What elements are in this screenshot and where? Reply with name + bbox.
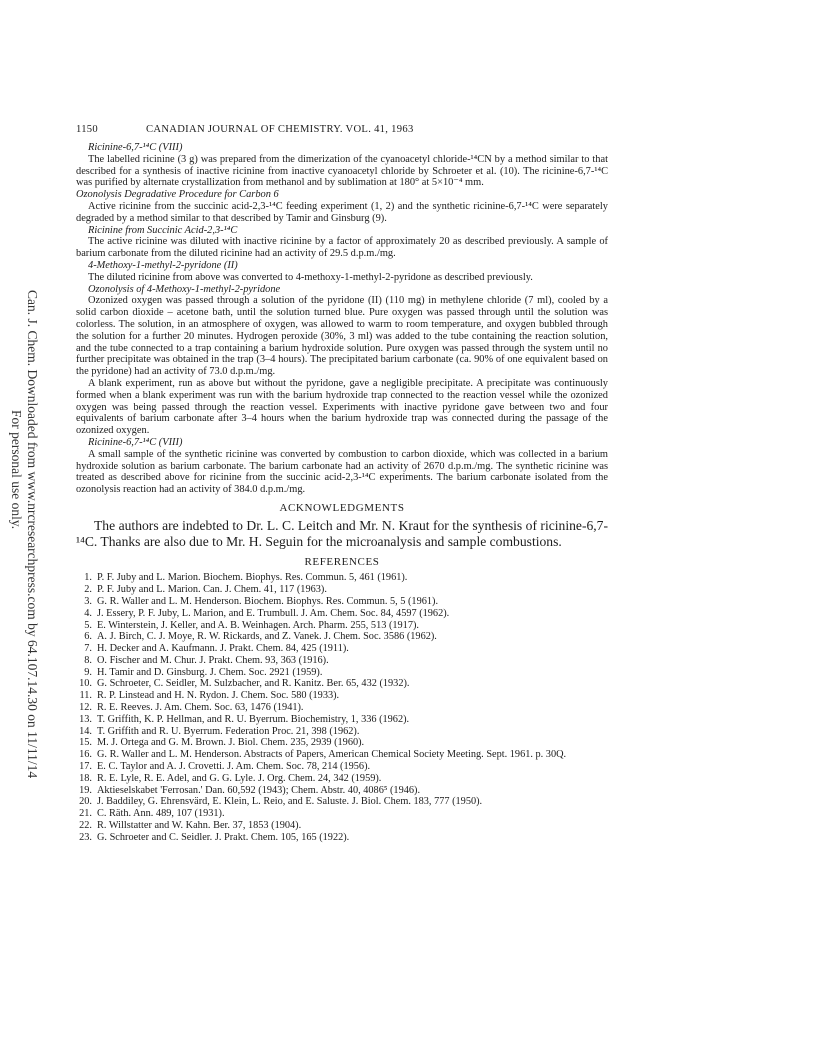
reference-text: P. F. Juby and L. Marion. Biochem. Biophys. Res. Commun. 5, 461 (1961). (97, 572, 408, 584)
experimental-sections (76, 142, 608, 496)
reference-item (76, 572, 608, 584)
reference-text: G. Schroeter and C. Seidler. J. Prakt. Chem. 105, 165 (1922). (97, 831, 350, 843)
reference-item (76, 643, 608, 655)
download-notice (4, 290, 40, 779)
page-number: 1150 (76, 124, 98, 135)
reference-item (76, 726, 608, 738)
section-heading: Ozonolysis Degradative Procedure for Carbon 6 (76, 189, 279, 201)
acknowledgments-title: ACKNOWLEDGMENTS (279, 501, 405, 514)
reference-text: R. P. Linstead and H. N. Rydon. J. Chem. Soc. 580 (1933). (97, 690, 340, 702)
reference-text: E. C. Taylor and A. J. Crovetti. J. Am. Chem. Soc. 78, 214 (1956). (97, 761, 371, 773)
reference-item (76, 761, 608, 773)
reference-text: E. Winterstein, J. Keller, and A. B. Weinhagen. Arch. Pharm. 255, 513 (1917). (97, 619, 419, 631)
reference-number: 15. (79, 737, 92, 749)
section-paragraph: Ozonized oxygen was passed through a solution of the pyridone (II) (110 mg) in methylene chloride (7 ml), cooled by a solid carbon dioxide – acetone bath, until the solution turned blue. Pure oxygen was passed through until the solution was colorless. The solution, in an atmosphere of oxygen, was allowed to warm to room temperature, and oxygen bubbled through the solution for a further 20 minutes. Hydrogen peroxide (30%, 3 ml) was added to the tube containing the reaction solution, and the tube connected to a trap containing a barium hydroxide solution. Pure oxygen was passed through the system until no further precipitate was obtained in the trap (3–4 hours). The precipitated barium carbonate (ca. 90% of one equivalent based on the pyridone) had an activity of 73.0 d.p.m./mg. (76, 295, 608, 378)
reference-number: 11. (79, 690, 92, 702)
reference-number: 5. (84, 619, 92, 631)
page-header (76, 124, 608, 142)
reference-number: 12. (79, 702, 92, 714)
reference-text: G. Schroeter, C. Seidler, M. Sulzbacher, and R. Kanitz. Ber. 65, 432 (1932). (97, 678, 410, 690)
section-heading: Ricinine-6,7-¹⁴C (VIII) (88, 142, 183, 153)
reference-item (76, 773, 608, 785)
references-list (76, 572, 608, 843)
reference-item (76, 631, 608, 643)
download-notice-text (8, 290, 40, 778)
reference-number: 20. (79, 796, 92, 808)
reference-item (76, 749, 608, 761)
section-heading: Ricinine from Succinic Acid-2,3-¹⁴C (88, 224, 238, 236)
reference-text: G. R. Waller and L. M. Henderson. Abstracts of Papers, American Chemical Society Meeting. Sept. 1961. p. 30Q. (97, 749, 567, 761)
reference-text: J. Essery, P. F. Juby, L. Marion, and E. Trumbull. J. Am. Chem. Soc. 84, 4597 (1962). (97, 607, 450, 619)
section-heading: 4-Methoxy-1-methyl-2-pyridone (II) (88, 259, 238, 271)
reference-number: 8. (84, 654, 92, 666)
download-notice-line-2: For personal use only. (9, 410, 24, 530)
reference-item (76, 608, 608, 620)
reference-number: 13. (79, 713, 92, 725)
reference-number: 4. (84, 607, 92, 619)
section-heading: Ozonolysis of 4-Methoxy-1-methyl-2-pyridone (88, 283, 281, 295)
reference-text: O. Fischer and M. Chur. J. Prakt. Chem. 93, 363 (1916). (97, 654, 329, 666)
reference-text: T. Griffith, K. P. Hellman, and R. U. Byerrum. Biochemistry, 1, 336 (1962). (97, 713, 410, 725)
reference-text: R. Willstatter and W. Kahn. Ber. 37, 1853 (1904). (97, 820, 302, 832)
reference-number: 22. (79, 820, 92, 832)
reference-item (76, 714, 608, 726)
reference-item (76, 690, 608, 702)
reference-item (76, 596, 608, 608)
reference-number: 14. (79, 725, 92, 737)
running-title: CANADIAN JOURNAL OF CHEMISTRY. VOL. 41, 1963 (146, 124, 414, 135)
reference-text: T. Griffith and R. U. Byerrum. Federation Proc. 21, 398 (1962). (97, 725, 360, 737)
reference-item (76, 796, 608, 808)
reference-number: 18. (79, 772, 92, 784)
reference-number: 21. (79, 808, 92, 820)
section-heading: Ricinine-6,7-¹⁴C (VIII) (88, 436, 183, 448)
reference-item (76, 678, 608, 690)
reference-number: 16. (79, 749, 92, 761)
section-paragraph: Active ricinine from the succinic acid-2,3-¹⁴C feeding experiment (1, 2) and the synthetic ricinine-6,7-¹⁴C were separately degraded by a method similar to that described by Tamir and Ginsburg (9). (76, 200, 608, 224)
reference-item (76, 808, 608, 820)
section-paragraph: The diluted ricinine from above was converted to 4-methoxy-1-methyl-2-pyridone as described previously. (88, 271, 533, 283)
reference-item (76, 584, 608, 596)
reference-number: 1. (84, 572, 92, 584)
reference-item (76, 820, 608, 832)
reference-number: 6. (84, 631, 92, 643)
reference-text: J. Baddiley, G. Ehrensvärd, E. Klein, L. Reio, and E. Saluste. J. Biol. Chem. 183, 777 (1950). (97, 796, 483, 808)
reference-item (76, 655, 608, 667)
reference-text: G. R. Waller and L. M. Henderson. Biochem. Biophys. Res. Commun. 5, 5 (1961). (97, 595, 439, 607)
reference-number: 17. (79, 761, 92, 773)
references-title: REFERENCES (304, 556, 380, 569)
reference-item (76, 832, 608, 844)
reference-number: 10. (79, 678, 92, 690)
acknowledgments-text: The authors are indebted to Dr. L. C. Leitch and Mr. N. Kraut for the synthesis of ricinine-6,7-¹⁴C. Thanks are also due to Mr. H. Seguin for the microanalysis and sample combustions. (76, 517, 608, 550)
reference-number: 9. (84, 666, 92, 678)
reference-number: 23. (79, 831, 92, 843)
reference-text: P. F. Juby and L. Marion. Can. J. Chem. 41, 117 (1963). (97, 584, 327, 596)
reference-text: Aktieselskabet 'Ferrosan.' Dan. 60,592 (1943); Chem. Abstr. 40, 4086⁵ (1946). (97, 784, 421, 796)
reference-item (76, 785, 608, 797)
section-paragraph: The active ricinine was diluted with inactive ricinine by a factor of approximately 20 as described previously. A sample of barium carbonate from the diluted ricinine had an activity of 29.5 d.p.m./mg. (76, 236, 608, 260)
reference-text: R. E. Lyle, R. E. Adel, and G. G. Lyle. J. Org. Chem. 24, 342 (1959). (97, 772, 382, 784)
download-notice-line-1: Can. J. Chem. Downloaded from www.nrcresearchpress.com by 64.107.14.30 on 11/11/14 (25, 290, 40, 779)
section-paragraph: The labelled ricinine (3 g) was prepared from the dimerization of the cyanoacetyl chloride-¹⁴CN by a method similar to that described for a synthesis of inactive ricinine from inactive cyanoacetyl chloride by Schroeter et al. (10). The ricinine-6,7-¹⁴C was purified by alternate crystallization from methanol and by sublimation at 180° at 5×10⁻⁴ mm. (76, 153, 608, 189)
reference-number: 19. (79, 784, 92, 796)
reference-text: C. Räth. Ann. 489, 107 (1931). (97, 808, 225, 820)
section-paragraph: A small sample of the synthetic ricinine was converted by combustion to carbon dioxide, which was collected in a barium hydroxide solution as barium carbonate. The barium carbonate had an activity of 2670 d.p.m./mg. The synthetic ricinine was treated as described above for ricinine from the succinic acid-2,3-¹⁴C experiments. The barium carbonate isolated from the ozonolysis reaction had an activity of 384.0 d.p.m./mg. (76, 448, 608, 496)
reference-item (76, 667, 608, 679)
reference-item (76, 702, 608, 714)
reference-number: 3. (84, 595, 92, 607)
reference-number: 7. (84, 643, 92, 655)
section-paragraph: A blank experiment, run as above but without the pyridone, gave a negligible precipitate. A precipitate was continuously formed when a blank experiment was run with the barium hydroxide trap connected to the reaction vessel while the ozonized oxygen was being passed through the reaction vessel. Experiments with inactive pyridone gave between two and four equivalents of barium carbonate after 3–4 hours when the barium hydroxide trap was connected during the passage of the ozonized oxygen. (76, 377, 608, 437)
reference-text: H. Decker and A. Kaufmann. J. Prakt. Chem. 84, 425 (1911). (97, 643, 349, 655)
reference-item (76, 620, 608, 632)
reference-text: A. J. Birch, C. J. Moye, R. W. Rickards, and Z. Vanek. J. Chem. Soc. 3586 (1962). (97, 631, 437, 643)
reference-text: R. E. Reeves. J. Am. Chem. Soc. 63, 1476 (1941). (97, 702, 304, 714)
page-content (76, 124, 608, 844)
reference-number: 2. (84, 584, 92, 596)
reference-text: H. Tamir and D. Ginsburg. J. Chem. Soc. 2921 (1959). (97, 666, 323, 678)
reference-item (76, 737, 608, 749)
reference-text: M. J. Ortega and G. M. Brown. J. Biol. Chem. 235, 2939 (1960). (97, 737, 365, 749)
